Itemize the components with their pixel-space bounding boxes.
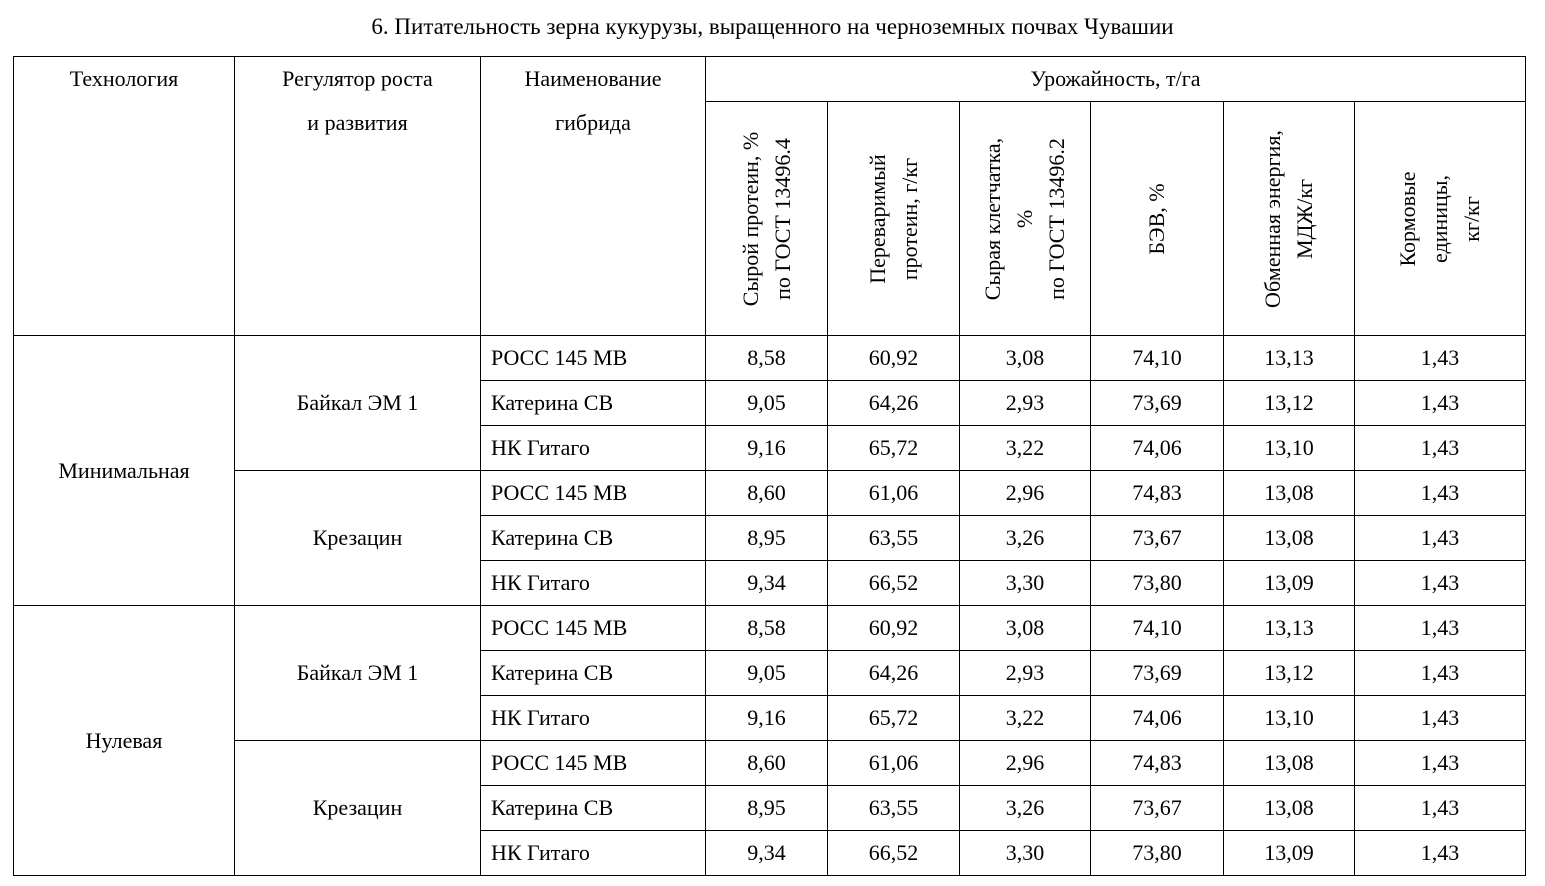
value-cell: 60,92	[828, 336, 960, 381]
value-cell: 13,12	[1224, 651, 1355, 696]
value-cell: 1,43	[1355, 471, 1526, 516]
value-cell: 2,96	[960, 741, 1091, 786]
regulator-cell: Байкал ЭМ 1	[235, 606, 481, 741]
value-cell: 1,43	[1355, 831, 1526, 876]
value-cell: 1,43	[1355, 561, 1526, 606]
value-cell: 13,12	[1224, 381, 1355, 426]
hybrid-cell: Катерина СВ	[481, 381, 706, 426]
value-cell: 73,67	[1091, 516, 1224, 561]
value-cell: 65,72	[828, 696, 960, 741]
value-cell: 3,30	[960, 831, 1091, 876]
value-cell: 1,43	[1355, 606, 1526, 651]
hybrid-cell: Катерина СВ	[481, 516, 706, 561]
value-cell: 1,43	[1355, 516, 1526, 561]
header-hybrid: Наименование гибрида	[481, 57, 706, 336]
value-cell: 13,13	[1224, 606, 1355, 651]
header-metabolic-energy: Обменная энергия, МДЖ/кг	[1224, 102, 1355, 336]
value-cell: 13,10	[1224, 696, 1355, 741]
regulator-cell: Крезацин	[235, 741, 481, 876]
value-cell: 2,93	[960, 381, 1091, 426]
technology-cell: Нулевая	[14, 606, 235, 876]
value-cell: 9,16	[706, 426, 828, 471]
table-row	[14, 336, 1526, 381]
value-cell: 13,08	[1224, 471, 1355, 516]
header-feed-units: Кормовые единицы, кг/кг	[1355, 102, 1526, 336]
value-cell: 63,55	[828, 786, 960, 831]
header-crude-protein: Сырой протеин, % по ГОСТ 13496.4	[706, 102, 828, 336]
value-cell: 13,09	[1224, 831, 1355, 876]
value-cell: 66,52	[828, 561, 960, 606]
table-row	[14, 606, 1526, 651]
hybrid-cell: РОСС 145 МВ	[481, 606, 706, 651]
header-digestible-protein: Переваримый протеин, г/кг	[828, 102, 960, 336]
value-cell: 1,43	[1355, 786, 1526, 831]
value-cell: 65,72	[828, 426, 960, 471]
header-crude-fiber: Сырая клетчатка, % по ГОСТ 13496.2	[960, 102, 1091, 336]
value-cell: 73,80	[1091, 831, 1224, 876]
value-cell: 1,43	[1355, 381, 1526, 426]
value-cell: 73,69	[1091, 381, 1224, 426]
value-cell: 2,96	[960, 471, 1091, 516]
value-cell: 13,08	[1224, 516, 1355, 561]
value-cell: 1,43	[1355, 651, 1526, 696]
hybrid-cell: РОСС 145 МВ	[481, 336, 706, 381]
value-cell: 9,05	[706, 651, 828, 696]
value-cell: 74,06	[1091, 696, 1224, 741]
table-title: 6. Питательность зерна кукурузы, выращенного на черноземных почвах Чувашии	[371, 14, 1174, 39]
value-cell: 66,52	[828, 831, 960, 876]
value-cell: 74,10	[1091, 336, 1224, 381]
value-cell: 60,92	[828, 606, 960, 651]
value-cell: 8,58	[706, 606, 828, 651]
value-cell: 74,10	[1091, 606, 1224, 651]
value-cell: 9,34	[706, 831, 828, 876]
value-cell: 9,16	[706, 696, 828, 741]
value-cell: 1,43	[1355, 336, 1526, 381]
value-cell: 8,60	[706, 471, 828, 516]
header-yield-group: Урожайность, т/га	[706, 57, 1526, 102]
value-cell: 3,26	[960, 516, 1091, 561]
hybrid-cell: Катерина СВ	[481, 651, 706, 696]
value-cell: 3,22	[960, 426, 1091, 471]
value-cell: 1,43	[1355, 426, 1526, 471]
value-cell: 64,26	[828, 381, 960, 426]
value-cell: 74,83	[1091, 471, 1224, 516]
value-cell: 13,13	[1224, 336, 1355, 381]
value-cell: 13,08	[1224, 786, 1355, 831]
value-cell: 73,80	[1091, 561, 1224, 606]
hybrid-cell: Катерина СВ	[481, 786, 706, 831]
regulator-cell: Байкал ЭМ 1	[235, 336, 481, 471]
hybrid-cell: НК Гитаго	[481, 831, 706, 876]
value-cell: 63,55	[828, 516, 960, 561]
value-cell: 73,69	[1091, 651, 1224, 696]
value-cell: 3,08	[960, 336, 1091, 381]
value-cell: 2,93	[960, 651, 1091, 696]
value-cell: 61,06	[828, 471, 960, 516]
hybrid-cell: НК Гитаго	[481, 696, 706, 741]
header-technology: Технология	[14, 57, 235, 336]
hybrid-cell: РОСС 145 МВ	[481, 741, 706, 786]
value-cell: 3,26	[960, 786, 1091, 831]
value-cell: 8,95	[706, 516, 828, 561]
value-cell: 9,34	[706, 561, 828, 606]
header-regulator: Регулятор роста и развития	[235, 57, 481, 336]
value-cell: 61,06	[828, 741, 960, 786]
hybrid-cell: НК Гитаго	[481, 426, 706, 471]
value-cell: 1,43	[1355, 696, 1526, 741]
value-cell: 8,58	[706, 336, 828, 381]
header-nfe: БЭВ, %	[1091, 102, 1224, 336]
value-cell: 3,30	[960, 561, 1091, 606]
value-cell: 1,43	[1355, 741, 1526, 786]
hybrid-cell: РОСС 145 МВ	[481, 471, 706, 516]
value-cell: 13,10	[1224, 426, 1355, 471]
regulator-cell: Крезацин	[235, 471, 481, 606]
value-cell: 13,08	[1224, 741, 1355, 786]
value-cell: 13,09	[1224, 561, 1355, 606]
value-cell: 74,06	[1091, 426, 1224, 471]
value-cell: 9,05	[706, 381, 828, 426]
value-cell: 8,60	[706, 741, 828, 786]
table-row	[14, 471, 1526, 516]
technology-cell: Минимальная	[14, 336, 235, 606]
hybrid-cell: НК Гитаго	[481, 561, 706, 606]
value-cell: 3,08	[960, 606, 1091, 651]
value-cell: 74,83	[1091, 741, 1224, 786]
nutrition-table	[13, 56, 1526, 876]
value-cell: 64,26	[828, 651, 960, 696]
value-cell: 3,22	[960, 696, 1091, 741]
value-cell: 8,95	[706, 786, 828, 831]
table-row	[14, 741, 1526, 786]
value-cell: 73,67	[1091, 786, 1224, 831]
